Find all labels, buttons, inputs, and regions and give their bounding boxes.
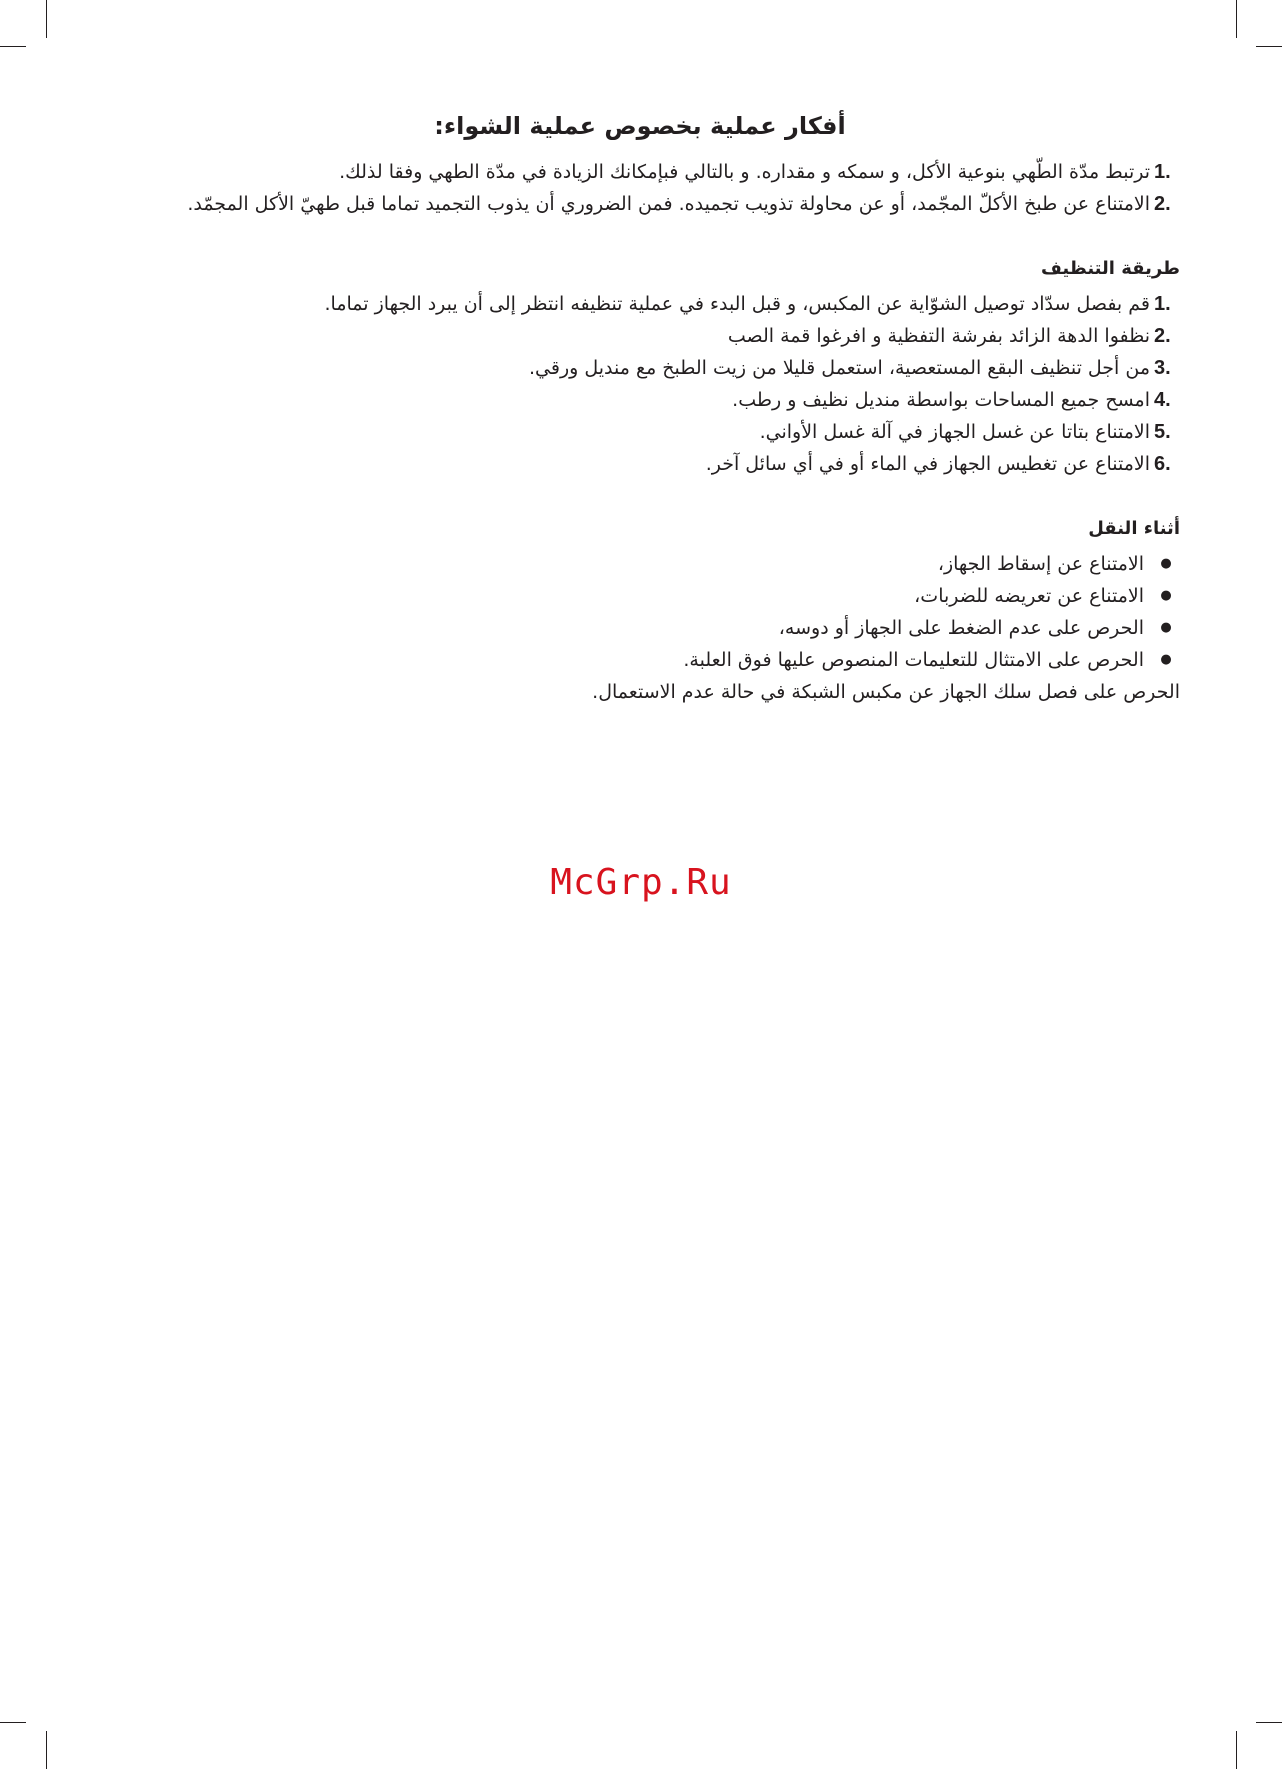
page-title: أفكار عملية بخصوص عملية الشواء: — [434, 112, 846, 140]
transport-list — [100, 548, 1180, 676]
cleaning-heading: طريقة التنظيف — [1041, 258, 1180, 279]
crop-mark — [46, 0, 47, 38]
crop-mark — [1236, 0, 1237, 38]
bullet-icon: ● — [1160, 556, 1172, 571]
item-number: 1. — [1154, 293, 1171, 315]
item-text: الامتناع بتاتا عن غسل الجهاز في آلة غسل الأواني. — [759, 421, 1150, 443]
list-item — [100, 644, 1180, 676]
document-page — [100, 110, 1180, 708]
list-item — [100, 288, 1180, 320]
list-item — [100, 384, 1180, 416]
item-text: الامتناع عن طبخ الأكلّ المجّمد، أو عن محاولة تذويب تجميده. فمن الضروري أن يذوب التجميد تماما قبل طهيّ الأكل المجمّد. — [187, 193, 1150, 215]
item-text: الحرص على عدم الضغط على الجهاز أو دوسه، — [778, 617, 1144, 639]
bullet-icon: ● — [1160, 652, 1172, 667]
item-number: 5. — [1154, 421, 1171, 443]
item-text: الامتناع عن تغطيس الجهاز في الماء أو في أي سائل آخر. — [705, 453, 1150, 475]
item-text: الحرص على الامتثال للتعليمات المنصوص عليها فوق العلبة. — [683, 649, 1144, 671]
item-text: امسح جميع المساحات بواسطة منديل نظيف و رطب. — [732, 389, 1150, 411]
list-item — [100, 320, 1180, 352]
crop-mark — [1256, 1722, 1282, 1723]
item-text: من أجل تنظيف البقع المستعصية، استعمل قليلا من زيت الطبخ مع منديل ورقي. — [529, 357, 1150, 379]
item-text: الامتناع عن تعريضه للضربات، — [914, 585, 1144, 607]
item-text: الامتناع عن إسقاط الجهاز، — [937, 553, 1144, 575]
bullet-icon: ● — [1160, 588, 1172, 603]
crop-mark — [0, 1722, 26, 1723]
item-number: 6. — [1154, 453, 1171, 475]
tips-list — [100, 156, 1180, 220]
item-text: نظفوا الدهة الزائد بفرشة التفظية و افرغوا قمة الصب — [727, 325, 1150, 347]
list-item — [100, 352, 1180, 384]
item-number: 4. — [1154, 389, 1171, 411]
crop-mark — [1236, 1731, 1237, 1769]
list-item — [100, 416, 1180, 448]
item-number: 1. — [1154, 161, 1171, 183]
list-item — [100, 580, 1180, 612]
list-item — [100, 188, 1180, 220]
bullet-icon: ● — [1160, 620, 1172, 635]
crop-mark — [1256, 46, 1282, 47]
list-item — [100, 156, 1180, 188]
item-number: 2. — [1154, 325, 1171, 347]
item-number: 3. — [1154, 357, 1171, 379]
crop-mark — [46, 1731, 47, 1769]
list-item — [100, 612, 1180, 644]
item-number: 2. — [1154, 193, 1171, 215]
crop-mark — [0, 46, 26, 47]
unplug-note: الحرص على فصل سلك الجهاز عن مكبس الشبكة في حالة عدم الاستعمال. — [592, 681, 1180, 703]
item-text: قم بفصل سدّاد توصيل الشوّاية عن المكبس، و قبل البدء في عملية تنظيفه انتظر إلى أن يبرد الجهاز تماما. — [324, 293, 1150, 315]
watermark-text: McGrp.Ru — [550, 862, 732, 903]
item-text: ترتبط مدّة الطّهي بنوعية الأكل، و سمكه و مقداره. و بالتالي فبإمكانك الزيادة في مدّة الطهي وفقا لذلك. — [339, 161, 1150, 183]
transport-heading: أثناء النقل — [1088, 518, 1180, 539]
list-item — [100, 548, 1180, 580]
list-item — [100, 448, 1180, 480]
cleaning-list — [100, 288, 1180, 480]
